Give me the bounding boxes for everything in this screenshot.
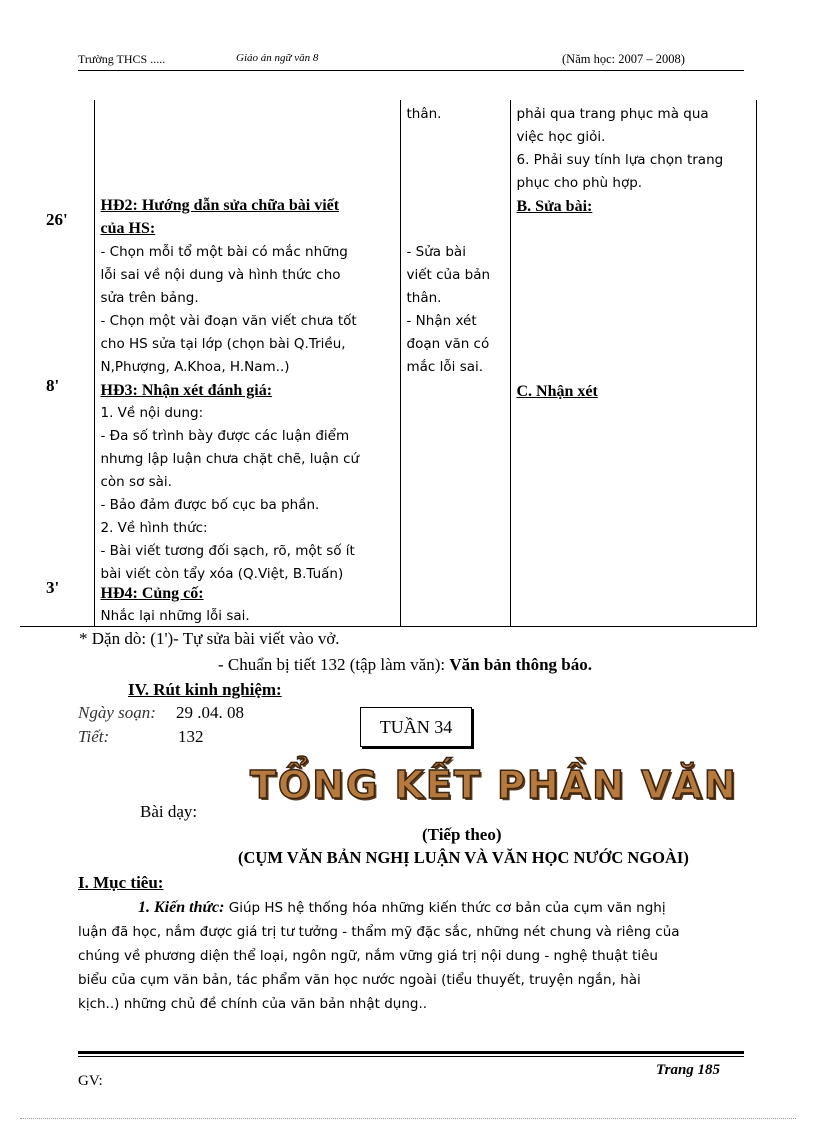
objectives-line: kịch..) những chủ đề chính của văn bản nhật dụng.. [78,996,428,1012]
header-subject: Giáo án ngữ văn 8 [236,52,319,64]
student-line: viết của bản [406,267,491,283]
hd2-line: sửa trên bảng. [100,290,199,306]
content-line: việc học giỏi. [516,129,606,145]
hd3-line: 2. Về hình thức: [100,520,208,536]
period-label: Tiết: [78,727,110,746]
hd2-line: lỗi sai về nội dung và hình thức cho [100,267,341,283]
hd2-line: - Chọn một vài đoạn văn viết chưa tốt [100,313,357,329]
objectives-line: luận đã học, nắm được giá trị tư tưởng - thẩm mỹ đặc sắc, những nét chung và riêng của [78,924,680,940]
hd2-title: HĐ2: Hướng dẫn sửa chữa bài viết [100,197,340,214]
homework-line-1: * Dặn dò: (1')- Tự sửa bài viết vào vở. [79,629,340,648]
hd3-line: 1. Về nội dung: [100,405,204,421]
date-label: Ngày soạn: [78,703,156,722]
time-hd2: 26' [46,210,68,229]
lesson-subtitle: (Tiếp theo) [422,825,502,844]
lesson-table [20,100,757,627]
objectives-line: chúng về phương diện thể loại, ngôn ngữ, nắm vững giá trị nội dung - nghệ thuật tiêu [78,948,658,964]
content-line: 6. Phải suy tính lựa chọn trang [516,152,724,168]
lesson-subtitle-2: (CỤM VĂN BẢN NGHỊ LUẬN VÀ VĂN HỌC NƯỚC NGOÀI) [238,848,689,867]
footer-gv: GV: [78,1073,103,1089]
period-value: 132 [178,727,204,746]
knowledge-label: 1. Kiến thức: [138,899,225,916]
homework-line-2-text: - Chuẩn bị tiết 132 (tập làm văn): [218,655,450,674]
week-box: TUẦN 34 [360,707,472,747]
student-line: đoạn văn có [406,336,490,352]
objectives-heading: I. Mục tiêu: [78,873,164,892]
lesson-label: Bài dạy: [140,802,198,821]
footer-rule-thin [78,1056,744,1057]
student-column [400,100,510,627]
footer-rule [78,1051,744,1054]
hd3-line: - Bài viết tương đối sạch, rõ, một số ít [100,543,355,559]
hd2-line: - Chọn mỗi tổ một bài có mắc những [100,244,348,260]
content-line: phải qua trang phục mà qua [516,106,709,122]
section-c-title: C. Nhận xét [516,383,598,400]
lesson-title: TỔNG KẾT PHẦN VĂN [250,763,738,807]
section-4-heading: IV. Rút kinh nghiệm: [128,680,282,699]
hd4-text: Nhắc lại những lỗi sai. [100,608,250,624]
hd3-line: còn sơ sài. [100,474,172,490]
student-line: thân. [406,290,442,306]
time-hd3: 8' [46,376,60,395]
student-line: thân. [406,106,442,122]
page-edge [20,1118,796,1119]
hd3-line: bài viết còn tẩy xóa (Q.Việt, B.Tuấn) [100,566,344,582]
hd4-title: HĐ4: Củng cố: [100,585,204,602]
header-rule [78,70,744,71]
student-line: - Nhận xét [406,313,477,329]
content-line: phục cho phù hợp. [516,175,643,191]
hd2-line: N,Phượng, A.Khoa, H.Nam..) [100,359,290,375]
hd3-title: HĐ3: Nhận xét đánh giá: [100,382,273,399]
objectives-line-1 [78,896,742,920]
hd3-line: - Đa số trình bày được các luận điểm [100,428,350,444]
time-column [20,100,94,627]
objectives-body [78,896,742,1016]
student-line: - Sửa bài [406,244,466,260]
header-year: (Năm học: 2007 – 2008) [562,52,685,66]
header-school: Trường THCS ..... [78,52,166,66]
student-line: mắc lỗi sai. [406,359,484,375]
content-column [510,100,756,627]
homework-line-2-topic: Văn bản thông báo. [449,655,593,674]
knowledge-text: Giúp HS hệ thống hóa những kiến thức cơ bản của cụm văn nghị [228,900,666,916]
date-value: 29 .04. 08 [176,703,244,722]
time-hd4: 3' [46,578,60,597]
hd2-title-cont: của HS: [100,220,156,237]
section-b-title: B. Sửa bài: [516,198,593,215]
hd3-line: nhưng lập luận chưa chặt chẽ, luận cứ [100,451,360,467]
hd2-line: cho HS sửa tại lớp (chọn bài Q.Triều, [100,336,346,352]
activity-column [94,100,400,627]
hd3-line: - Bảo đảm được bố cục ba phần. [100,497,320,513]
objectives-line: biểu của cụm văn bản, tác phẩm văn học nước ngoài (tiểu thuyết, truyện ngắn, hài [78,972,641,988]
homework-line-2 [218,655,592,675]
page-number: Trang 185 [656,1062,721,1078]
